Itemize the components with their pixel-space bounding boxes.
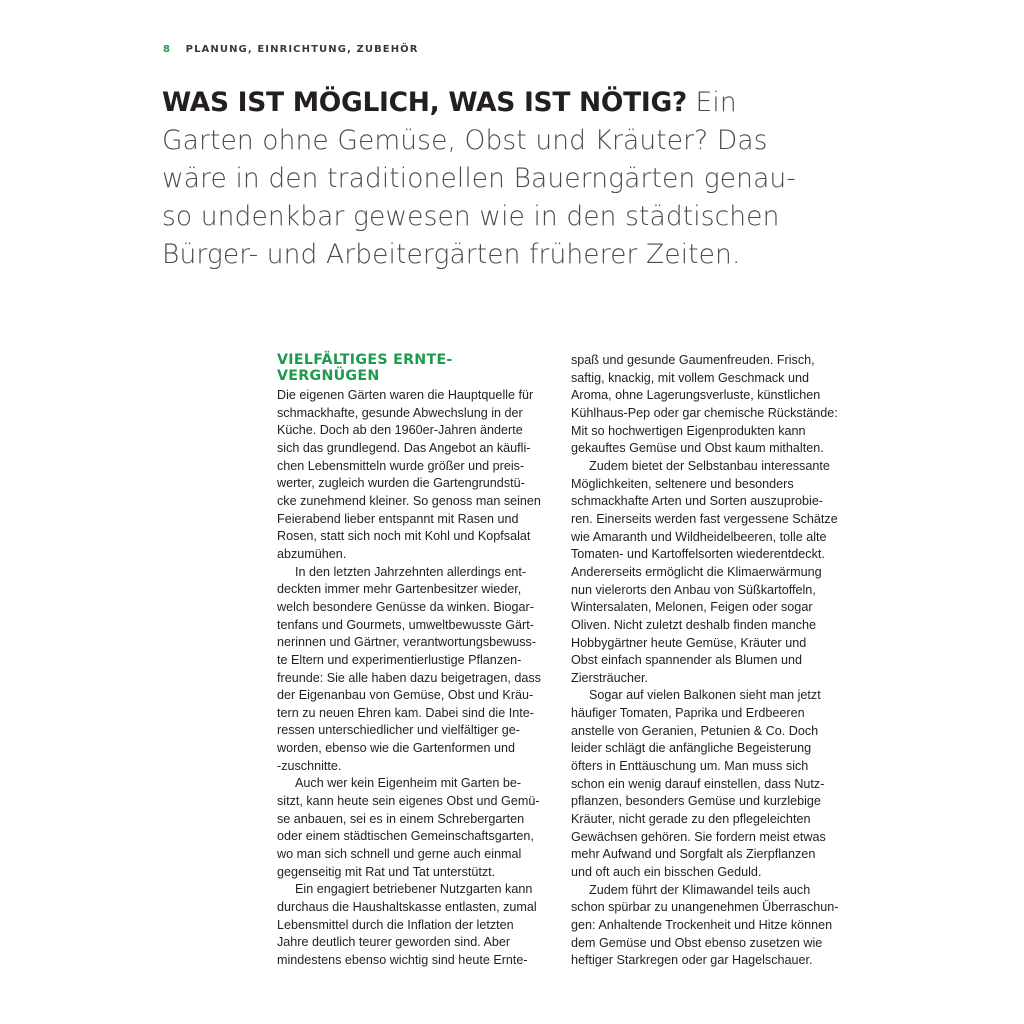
body-column-left <box>277 352 557 970</box>
text-line: gegenseitig mit Rat und Tat unterstützt. <box>277 864 496 879</box>
text-line: tern zu neuen Ehren kam. Dabei sind die Inte- <box>277 705 534 720</box>
left-column-text <box>277 387 557 970</box>
running-head <box>163 44 419 55</box>
lead-line: so undenkbar gewesen wie in den städtischen <box>162 201 780 232</box>
text-line: Zudem bietet der Selbstanbau interessante <box>589 458 830 473</box>
text-line: der Eigenanbau von Gemüse, Obst und Kräu- <box>277 688 534 703</box>
text-line: anstelle von Geranien, Petunien & Co. Doch <box>571 723 819 738</box>
text-line: abzumühen. <box>277 546 347 561</box>
text-line: gen: Anhaltende Trockenheit und Hitze können <box>571 918 833 932</box>
section-title: PLANUNG, EINRICHTUNG, ZUBEHÖR <box>185 44 419 55</box>
text-line: Kräuter, nicht gerade zu den pflegeleichten <box>571 812 811 827</box>
right-column-text <box>571 352 851 970</box>
text-line: Auch wer kein Eigenheim mit Garten be- <box>295 776 522 791</box>
text-line: ressen unterschiedlicher und vielfältiger ge- <box>277 723 520 738</box>
text-line: dem Gemüse und Obst ebenso zusetzen wie <box>571 935 823 950</box>
text-line: Ziersträucher. <box>571 670 648 685</box>
text-line: Aroma, ohne Lagerungsverluste, künstlichen <box>571 388 821 403</box>
lead-heading: WAS IST MÖGLICH, WAS IST NÖTIG? <box>162 87 687 118</box>
text-line: saftig, knackig, mit vollem Geschmack und <box>571 370 809 385</box>
text-line: worden, ebenso wie die Gartenformen und <box>277 741 516 756</box>
text-line: gekauftes Gemüse und Obst kaum mithalten. <box>571 441 824 456</box>
subheading-line: VIELFÄLTIGES ERNTE- <box>277 352 453 368</box>
text-line: Feierabend lieber entspannt mit Rasen und <box>277 511 519 526</box>
text-line: Zudem führt der Klimawandel teils auch <box>589 882 811 897</box>
text-line: pflanzen, besonders Gemüse und kurzlebige <box>571 794 821 809</box>
text-line: heftiger Starkregen oder gar Hagelschauer. <box>571 953 813 968</box>
text-line: spaß und gesunde Gaumenfreuden. Frisch, <box>571 353 815 367</box>
text-line: sich das grundlegend. Das Angebot an käufli- <box>277 440 531 455</box>
text-line: häufiger Tomaten, Paprika und Erdbeeren <box>571 706 805 721</box>
text-line: Oliven. Nicht zuletzt deshalb finden manche <box>571 617 817 632</box>
text-line: Hobbygärtner heute Gemüse, Kräuter und <box>571 635 807 650</box>
text-line: schmackhafte, gesunde Abwechslung in der <box>277 405 523 420</box>
lead-line: Bürger- und Arbeitergärten früherer Zeiten. <box>162 239 741 270</box>
text-line: schon ein wenig darauf einstellen, dass Nutz- <box>571 776 825 791</box>
text-line: cke zunehmend kleiner. So genoss man seinen <box>277 493 541 508</box>
text-line: Küche. Doch ab den 1960er-Jahren änderte <box>277 423 523 438</box>
text-line: durchaus die Haushaltskasse entlasten, zumal <box>277 900 537 915</box>
text-line: freunde: Sie alle haben dazu beigetragen, dass <box>277 670 541 685</box>
text-line: wo man sich schnell und gerne auch einmal <box>277 847 522 862</box>
text-line: Lebensmittel durch die Inflation der letzten <box>277 917 514 932</box>
text-line: öfters in Enttäuschung um. Man muss sich <box>571 759 809 774</box>
text-line: tenfans und Gourmets, umweltbewusste Gärt- <box>277 617 534 632</box>
text-line: leider schlägt die anfängliche Begeisterung <box>571 741 812 756</box>
text-line: Obst einfach spannender als Blumen und <box>571 653 803 668</box>
text-line: se anbauen, sei es in einem Schrebergarten <box>277 811 525 826</box>
text-line: Gewächsen gehören. Sie fordern meist etwas <box>571 829 826 844</box>
text-line: chen Lebensmitteln wurde größer und preis- <box>277 458 525 473</box>
text-line: Rosen, statt sich noch mit Kohl und Kopfsalat <box>277 529 531 544</box>
body-column-right <box>571 352 851 970</box>
text-line: schon spürbar zu unangenehmen Überraschun- <box>571 900 839 915</box>
text-line: Mit so hochwertigen Eigenprodukten kann <box>571 423 806 438</box>
text-line: ren. Einerseits werden fast vergessene Schätze <box>571 511 838 526</box>
text-line: nerinnen und Gärtner, verantwortungsbewuss- <box>277 635 537 650</box>
text-line: Andererseits ermöglicht die Klimaerwärmung <box>571 564 822 579</box>
text-line: Sogar auf vielen Balkonen sieht man jetzt <box>589 688 821 703</box>
text-line: Ein engagiert betriebener Nutzgarten kann <box>295 882 533 897</box>
lead-line <box>162 84 802 122</box>
text-line: nun vielerorts den Anbau von Süßkartoffeln, <box>571 582 816 597</box>
text-line: Möglichkeiten, seltenere und besonders <box>571 476 794 491</box>
subheading-line: VERGNÜGEN <box>277 368 380 384</box>
text-line: Tomaten- und Kartoffelsorten wiederentdeckt. <box>571 547 825 562</box>
text-line: -zuschnitte. <box>277 758 342 773</box>
lead-line-text: Ein <box>687 87 737 118</box>
text-line: deckten immer mehr Gartenbesitzer wieder, <box>277 582 522 597</box>
text-line: sitzt, kann heute sein eigenes Obst und Gemü- <box>277 794 540 809</box>
text-line: oder einem städtischen Gemeinschaftsgarten, <box>277 829 534 844</box>
text-line: welch besondere Genüsse da winken. Biogar- <box>277 599 534 614</box>
text-line: mehr Aufwand und Sorgfalt als Zierpflanzen <box>571 847 816 862</box>
text-line: Wintersalaten, Melonen, Feigen oder sogar <box>571 600 813 615</box>
text-line: und oft auch ein bisschen Geduld. <box>571 865 762 880</box>
lead-line: Garten ohne Gemüse, Obst und Kräuter? Das <box>162 125 768 156</box>
text-line: Kühlhaus-Pep oder gar chemische Rückstände: <box>571 405 838 420</box>
page-number: 8 <box>163 44 172 55</box>
lead-line: wäre in den traditionellen Bauerngärten genau- <box>162 163 796 194</box>
text-line: Jahre deutlich teurer geworden sind. Aber <box>277 935 511 950</box>
subheading <box>277 352 557 384</box>
text-line: mindestens ebenso wichtig sind heute Ernte- <box>277 953 528 967</box>
text-line: werter, zugleich wurden die Gartengrundstü- <box>277 476 525 491</box>
text-line: schmackhafte Arten und Sorten auszuprobie- <box>571 494 824 509</box>
text-line: Die eigenen Gärten waren die Hauptquelle für <box>277 388 534 402</box>
text-line: wie Amaranth und Wildheidelbeeren, tolle alte <box>571 529 827 544</box>
text-line: te Eltern und experimentierlustige Pflanzen- <box>277 652 522 667</box>
lead-paragraph <box>162 84 802 274</box>
text-line: In den letzten Jahrzehnten allerdings ent- <box>295 564 527 579</box>
